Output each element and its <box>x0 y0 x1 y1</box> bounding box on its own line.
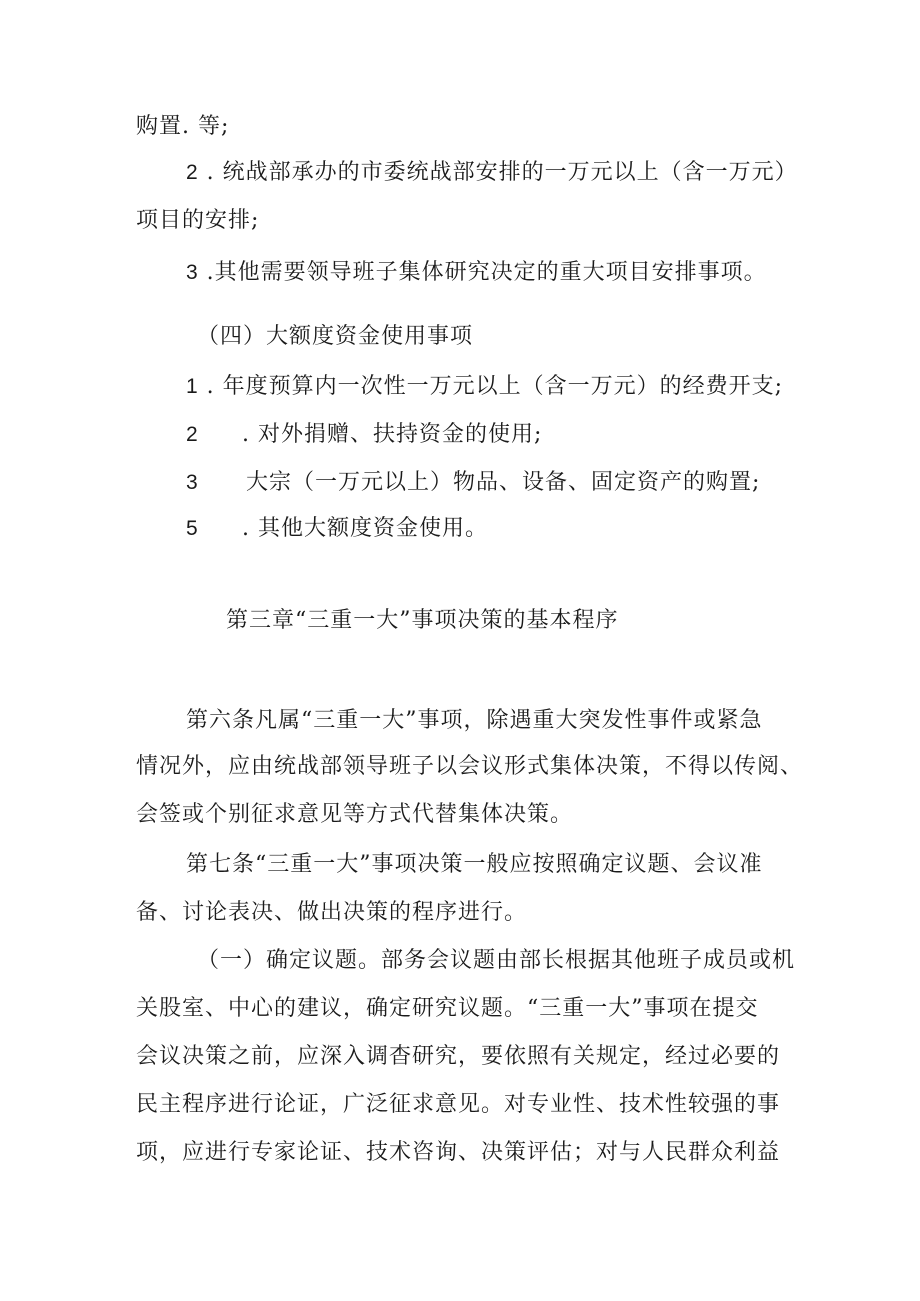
paragraph-line: 会议决策之前，应深入调杳研究，要依照有关规定，经过必要的 <box>136 1044 781 1069</box>
text-line: 购置. 等; <box>136 114 230 139</box>
list-item <box>186 514 488 544</box>
list-item <box>186 420 542 450</box>
list-number: 3 <box>186 261 199 284</box>
paragraph-line: 情况外，应由统战部领导班子以会议形式集体决策，不得以传阅、 <box>136 754 804 779</box>
list-item <box>186 158 798 188</box>
paragraph-line: 关股室、中心的建议，确定研究议题。“三重一大”事项在提交 <box>136 996 759 1021</box>
list-number: 2 <box>186 423 199 446</box>
paragraph-line: 项，应进行专家论证、技术咨询、决策评估；对与人民群众利益 <box>136 1140 781 1165</box>
paragraph-line: 会签或个别征求意见等方式代替集体决策。 <box>136 802 574 827</box>
list-number: 3 <box>186 471 199 494</box>
list-item-text: .其他需要领导班子集体研究决定的重大项目安排事项。 <box>198 260 767 285</box>
list-item <box>186 372 783 402</box>
list-item-text: 大宗（一万元以上）物品、设备、固定资产的购置; <box>246 470 761 495</box>
list-number: 5 <box>186 517 199 540</box>
paragraph-line: 第六条凡属“三重一大”事项，除遇重大突发性事件或紧急 <box>186 708 763 733</box>
list-item-text: . 统战部承办的市委统战部安排的一万元以上（含一万元） <box>198 160 798 185</box>
section-heading: （四）大额度资金使用事项 <box>197 324 474 349</box>
list-item-text: . 年度预算内一次性一万元以上（含一万元）的经费开支; <box>198 374 784 399</box>
list-item <box>186 258 767 288</box>
text-line: 项目的安排; <box>136 208 260 233</box>
list-item-text: . 其他大额度资金使用。 <box>242 516 488 541</box>
paragraph-line: （一）确定议题。部务会议题由部长根据其他班子成员或机 <box>197 948 796 973</box>
list-number: 1 <box>186 375 199 398</box>
list-number: 2 <box>186 161 199 184</box>
chapter-title: 第三章“三重一大”事项决策的基本程序 <box>226 608 619 633</box>
paragraph-line: 第七条“三重一大”事项决策一般应按照确定议题、会议准 <box>186 852 763 877</box>
list-item-text: . 对外捐赠、扶持资金的使用; <box>242 422 543 447</box>
list-item <box>186 468 760 498</box>
paragraph-line: 备、讨论表决、做出决策的程序进行。 <box>136 900 528 925</box>
paragraph-line: 民主程序进行论证，广泛征求意见。对专业性、技术性较强的事 <box>136 1092 781 1117</box>
